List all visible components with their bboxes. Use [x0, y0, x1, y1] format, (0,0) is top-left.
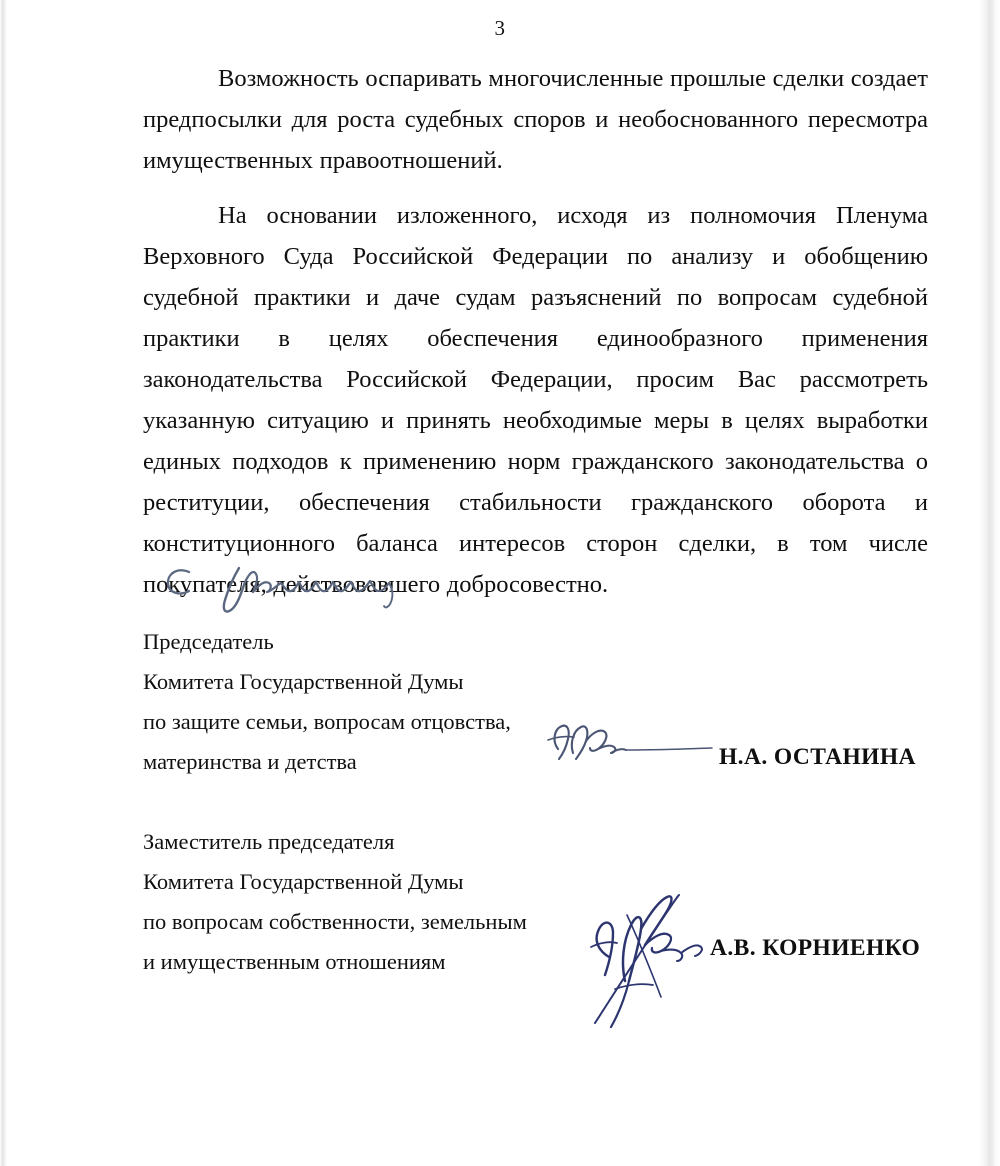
handwritten-closing: [163, 560, 433, 616]
signatory-title-line: по вопросам собственности, земельным: [143, 909, 527, 934]
signatory-name-kornienko: А.В. КОРНИЕНКО: [710, 935, 921, 961]
signatory-title-line: Комитета Государственной Думы: [143, 669, 464, 694]
page-number: 3: [494, 16, 506, 40]
scan-edge-right: [978, 0, 1000, 1166]
signatory-title-line: Заместитель председателя: [143, 829, 395, 854]
signature-mark-ostanina: [540, 715, 740, 780]
document-body: [143, 58, 928, 605]
paragraph-2: На основании изложенного, исходя из полномочия Пленума Верховного Суда Российской Федерации по анализу и обобщению судебной практики и даче судам разъяснений по вопросам судебной практики в целях обеспечения единообразного применения законодательства Российской Федерации, просим Вас рассмотреть указанную ситуацию и принять необходимые меры в целях выработки единых подходов к применению норм гражданского законодательства о реституции, обеспечения стабильности гражданского оборота и конституционного баланса интересов сторон сделки, в том числе покупателя, действовавшего добросовестно.: [143, 202, 928, 598]
signatory-title-line: Председатель: [143, 629, 274, 654]
signature-mark-kornienko: [565, 885, 745, 1050]
paragraph-1: Возможность оспаривать многочисленные прошлые сделки создает предпосылки для роста судебных споров и необоснованного пересмотра имущественных правоотношений.: [143, 65, 928, 174]
signature-block-kornienko: [143, 822, 527, 982]
signatory-title-line: Комитета Государственной Думы: [143, 869, 464, 894]
signatory-name-ostanina: Н.А. ОСТАНИНА: [719, 744, 916, 770]
signatory-title-line: и имущественным отношениям: [143, 949, 446, 974]
scan-edge-left: [0, 0, 7, 1166]
signatory-title-line: материнства и детства: [143, 749, 357, 774]
signatory-title-line: по защите семьи, вопросам отцовства,: [143, 709, 511, 734]
signature-block-ostanina: [143, 622, 511, 782]
